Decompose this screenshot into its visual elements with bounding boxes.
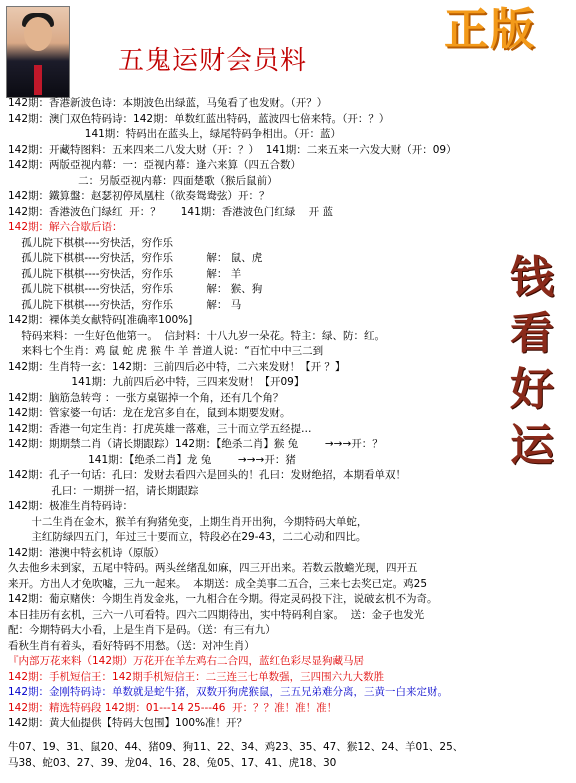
content-line: 142期：生肖特一玄：142期：三前四后必中特，二六来发财！【开 ？】 (8, 360, 346, 373)
content-line: 孤儿院下棋棋----穷快活，穷作乐 解： 鼠、虎 (8, 252, 263, 264)
side-banner (510, 250, 560, 475)
content-line: 142期：手机短信王：142期手机短信王：二三连三七单数强，三四围六九大数胜 (8, 670, 385, 683)
footer-line: 牛07、19、31、鼠20、44、猪09、狗11、22、34、鸡23、35、47、猴12、24、羊01、25、 (8, 741, 464, 753)
content-line: 孤儿院下棋棋----穷快活，穷作乐 解： 羊 (8, 267, 242, 280)
footer-line: 马38、蛇03、27、39、龙04、16、28、兔05、17、41、虎18、30 (8, 756, 337, 769)
content-line: 142期：葡京赌侠：今期生肖发金兆，一九相合在今期。得定灵码投下注，说破玄机不为奇。 (8, 593, 438, 605)
content-line: 142期：期期禁二肖（请长期跟踪）142期：【绝杀二肖】猴 兔 →→→开：？ (8, 438, 383, 450)
genuine-badge: 正版 (444, 4, 536, 55)
content-line: 孤儿院下棋棋----穷快活，穷作乐 (8, 236, 174, 249)
content-line: 孤儿院下棋棋----穷快活，穷作乐 解： 猴、狗 (8, 283, 263, 295)
content-line: 142期：澳门双色特码诗：142期：单数红蓝出特码，蓝波四七倍来特。（开：？） (8, 112, 390, 125)
side-banner-char: 运 (510, 420, 554, 471)
photo-face (24, 17, 52, 51)
content-line: 142期：裸体美女献特码[准确率100%] (8, 314, 193, 326)
content-line: 142期：港澳中特玄机诗（原版） (8, 546, 165, 559)
content-line: 142期：解六合歇后语： (8, 221, 123, 233)
photo-portrait (6, 6, 70, 98)
photo-tie (34, 65, 42, 95)
content-line: 141期：【绝杀二肖】龙 兔 →→→开：猪 (8, 453, 296, 466)
content-line: 142期：黄大仙提供【特码大包围】100%准！开？ (8, 717, 248, 729)
content-line: 看秋生肖有着头，看好特码不用愁。（送：对冲生肖） (8, 639, 255, 652)
content-line: 142期：精选特码段 142期：01---14 25---46 开：？？准！准！准！ (8, 701, 338, 714)
content-line: 来开。方出人才免吹嘘，三九一起来。 本期送：成全美事二五合，三来七去奖已定。鸡25 (8, 577, 428, 590)
content-line: 142期：两版亞视内幕：一：亞视内幕：逢六来算（四五合数） (8, 159, 302, 171)
page-title: 五鬼运财会员料 (118, 46, 308, 76)
content-line: 142期：管家婆一句话：龙在龙宫多自在，鼠到本期要发财。 (8, 407, 291, 419)
content-line: 特码来料：一生好色他第一。 信封料：十八九岁一朵花。特主：绿、防：红。 (8, 329, 386, 342)
content-line: 142期：开藏特图料：五来四来二八发大财（开：？） 141期：二来五来一六发大财（开：09） (8, 143, 457, 156)
content-line: 142期：金刚特码诗：单数就是蛇牛猪，双数开狗虎猴鼠，三五兄弟难分离，三黄一白来定财。 (8, 686, 449, 698)
content-line: 『内部万花来料（142期）万花开在羊左鸡右二合四，蓝红色彩尽显狗藏马居 (8, 655, 365, 667)
content-line: 来料七个生肖：鸡 鼠 蛇 虎 猴 牛 羊 普道人说：“百忙中中三二到 (8, 345, 324, 357)
footer-numbers (8, 740, 568, 771)
content-line: 142期：孔子一句话：孔曰：发财去看四六是回头的！孔曰：发财绝招，本期看单双！ (8, 469, 407, 481)
content-line: 142期：脑筋急转弯 ：一张方桌锯掉一个角，还有几个角？ (8, 391, 284, 404)
content-line: 配：今期特码大小看，上是生肖下是码。（送：有三有九） (8, 624, 276, 636)
content-line: 142期：极准生肖特码诗： (8, 500, 134, 512)
content-lines (8, 96, 508, 732)
content-line: 142期：香港新波色诗：本期波色出绿蓝，马兔看了也发财。（开？） (8, 97, 328, 109)
side-banner-char: 看 (510, 308, 554, 359)
content-line: 142期：鐵算盤：赵瑟初停凤凰柱（欲奏鸳鸯弦）开：？ (8, 190, 270, 202)
content-line: 本日挂历有玄机，三六一八可看特。四六二四期待出，实中特码利自家。 送：金子也发光 (8, 608, 425, 621)
content-line: 142期：香港一句定生肖：打虎英雄一落难，三十而立学五经提… (8, 422, 312, 435)
side-banner-char: 好 (510, 364, 554, 415)
content-line: 主红防绿四五门，年过三十要而立，特段必在29-43，二二心动和四比。 (8, 531, 367, 543)
content-line: 141期：特码出在蓝头上，绿尾特码争相出。（开：蓝） (8, 128, 342, 140)
content-line: 二：另版亞视内幕：四面楚歌（猴后鼠前） (8, 174, 278, 187)
side-banner-char: 钱 (510, 252, 554, 303)
content-line: 十二生肖在金木，猴羊有狗猪免变，上期生肖开出狗，今期特码大单蛇， (8, 515, 368, 528)
content-line: 孔曰：一期拼一招，请长期跟踪 (8, 484, 199, 497)
content-line: 142期：香港波色门绿红 开：？ 141期：香港波色门红绿 开 蓝 (8, 205, 333, 218)
content-line: 孤儿院下棋棋----穷快活，穷作乐 解： 马 (8, 298, 242, 311)
content-line: 久去他乡未到家，五尾中特码。两头丝绪乱如麻，四三开出来。若数云散蟾光现，四开五 (8, 562, 418, 574)
content-line: 141期：九前四后必中特，三四来发财！【开09】 (8, 376, 305, 388)
